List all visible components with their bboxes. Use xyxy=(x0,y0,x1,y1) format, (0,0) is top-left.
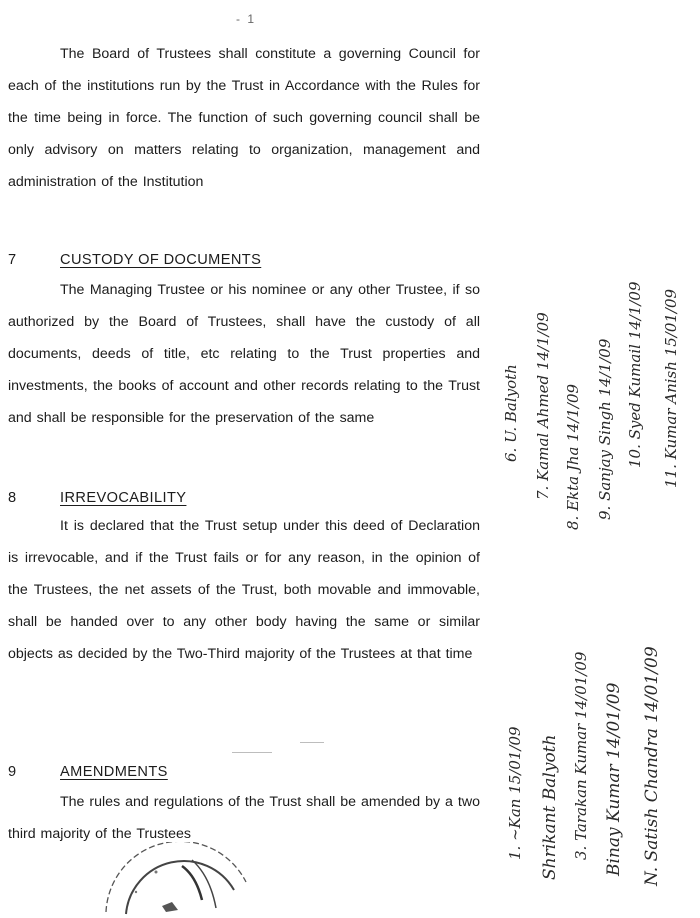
section-number: 9 xyxy=(8,764,17,780)
signature: 1. ~Kan 15/01/09 xyxy=(506,726,524,860)
signature: 7. Kamal Ahmed 14/1/09 xyxy=(534,312,552,500)
section-title: AMENDMENTS xyxy=(60,764,168,780)
section-heading-amendments xyxy=(8,760,480,784)
scan-artifact-line xyxy=(300,742,324,743)
signature: 8. Ekta Jha 14/1/09 xyxy=(564,383,582,530)
signature: Binay Kumar 14/01/09 xyxy=(604,682,624,876)
signature: 6. U. Balyoth xyxy=(502,364,520,462)
paragraph-irrevocability: It is declared that the Trust setup under this deed of Declaration is irrevocable, and if the Trust fails or for any reason, in the opinion of the Trustees, the net assets of the Trust, both movable and immovable, shall be handed over to any other body having the same or similar objects as decided by the Two-Third majority of the Trustees at that time xyxy=(8,518,480,662)
section-heading-irrevocability xyxy=(8,486,480,510)
signature: 11. Kumar Anish 15/01/09 xyxy=(662,288,680,488)
section-heading-custody xyxy=(8,248,480,272)
scan-artifact-line xyxy=(232,752,272,753)
paragraph-custody: The Managing Trustee or his nominee or any other Trustee, if so authorized by the Board of Trustees, shall have the custody of all documents, deeds of title, etc relating to the Trust properties and investments, the books of account and other records relating to the Trust and shall be responsible for the preservation of the same xyxy=(8,282,480,426)
section-number: 7 xyxy=(8,252,17,268)
signature: 9. Sanjay Singh 14/1/09 xyxy=(596,338,614,520)
signature: Shrikant Balyoth xyxy=(540,734,560,880)
section-title: CUSTODY OF DOCUMENTS xyxy=(60,252,262,268)
signature: 3. Tarakan Kumar 14/01/09 xyxy=(572,651,590,860)
signature: 10. Syed Kumail 14/1/09 xyxy=(626,281,644,468)
signature: N. Satish Chandra 14/01/09 xyxy=(642,646,662,886)
seal-stamp xyxy=(96,842,266,918)
section-number: 8 xyxy=(8,490,17,506)
page-number-mark: - 1 xyxy=(236,12,257,26)
paragraph-governing-council: The Board of Trustees shall constitute a governing Council for each of the institutions run by the Trust in Accordance with the Rules for the time being in force. The function of such governing council shall be only advisory on matters relating to organization, management and administration of the Institution xyxy=(8,46,480,190)
paragraph-amendments: The rules and regulations of the Trust shall be amended by a two third majority of the Trustees xyxy=(8,794,480,842)
section-title: IRREVOCABILITY xyxy=(60,490,187,506)
